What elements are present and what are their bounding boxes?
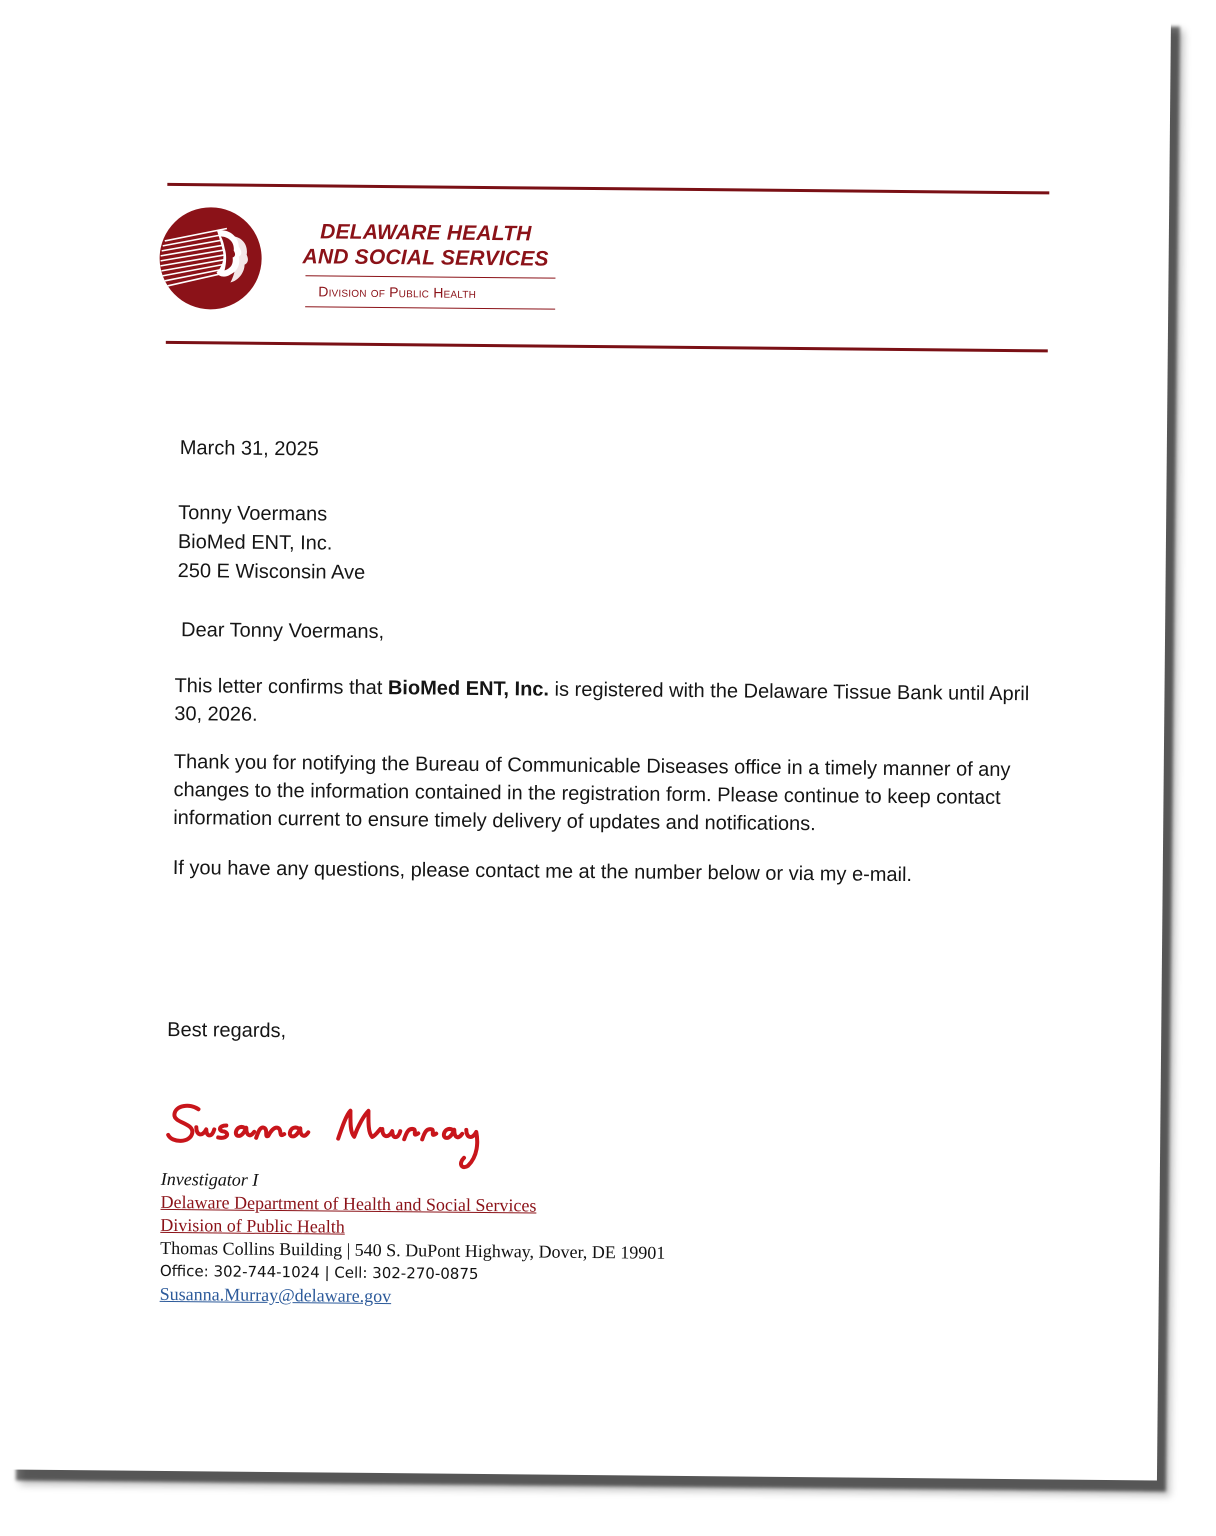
letter-date: March 31, 2025 <box>179 437 319 461</box>
salutation: Dear Tonny Voermans, <box>180 619 385 644</box>
paragraph-registration-post: is registered with the Delaware Tissue Bank until April 30, 2026. <box>174 678 1030 726</box>
handwritten-signature <box>160 1091 521 1174</box>
phone-numbers: Office: 302-744-1024 | Cell: 302-270-0875 <box>159 1261 479 1283</box>
signature-block <box>160 1168 667 1311</box>
recipient-name: Tonny Voermans <box>178 502 328 526</box>
closing: Best regards, <box>167 1018 287 1043</box>
paragraph-contact: If you have any questions, please contact me at the number below or via my e-mail. <box>172 857 913 887</box>
recipient-street: 250 E Wisconsin Ave <box>177 560 366 584</box>
recipient-address <box>177 499 365 588</box>
org-name-line1: DELAWARE HEALTH <box>320 220 532 246</box>
division-link[interactable]: Division of Public Health <box>160 1214 345 1237</box>
organization-name <box>291 219 561 272</box>
letter-page <box>7 5 1171 1481</box>
division-name: Division of Public Health <box>305 275 555 309</box>
company-bold: BioMed ENT, Inc. <box>387 677 550 701</box>
signer-title: Investigator I <box>160 1168 259 1190</box>
email-link[interactable]: Susanna.Murray@delaware.gov <box>159 1283 392 1307</box>
header-bottom-rule <box>166 341 1048 352</box>
department-link[interactable]: Delaware Department of Health and Social Services <box>160 1191 537 1216</box>
paragraph-registration <box>174 672 1034 736</box>
org-name-line2: AND SOCIAL SERVICES <box>302 245 549 271</box>
office-address: Thomas Collins Building | 540 S. DuPont Highway, Dover, DE 19901 <box>160 1237 666 1263</box>
dhss-logo-icon <box>158 206 263 311</box>
recipient-company: BioMed ENT, Inc. <box>177 531 333 555</box>
header-top-rule <box>167 183 1049 194</box>
paragraph-thanks: Thank you for notifying the Bureau of Communicable Diseases office in a timely manner of any changes to the information contained in the registration form. Please continue to keep contact information current to ensure timely delivery of updates and notifications. <box>173 751 1011 836</box>
paragraph-registration-pre: This letter confirms that <box>174 675 389 700</box>
